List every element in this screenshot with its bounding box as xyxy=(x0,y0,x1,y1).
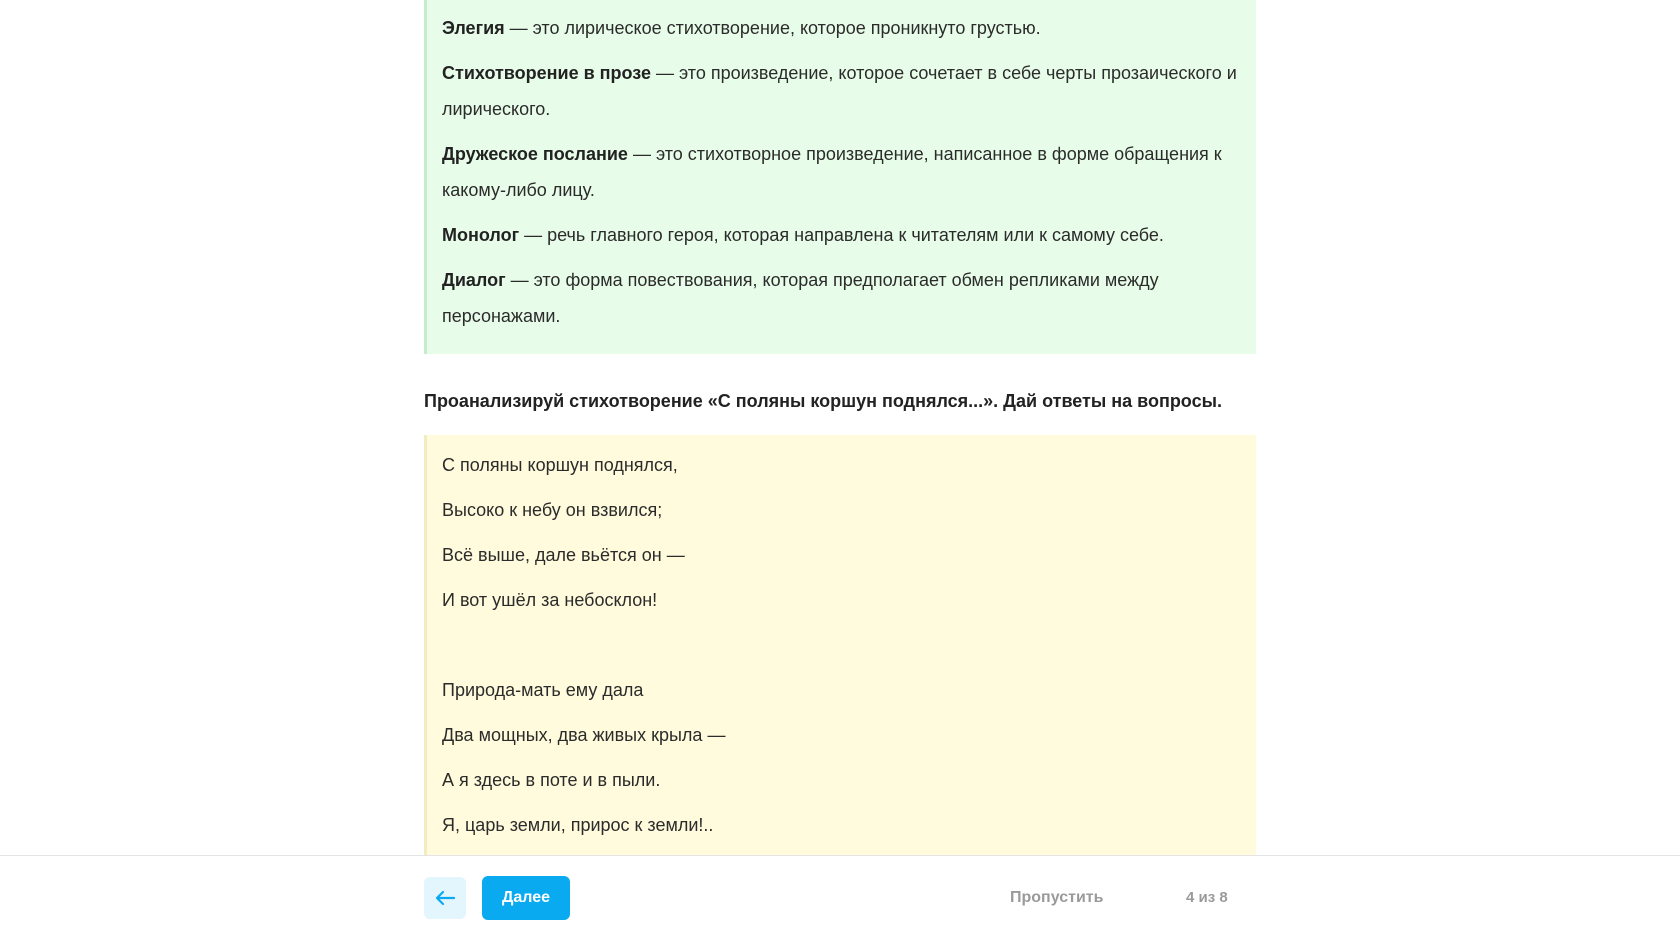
term-name: Монолог xyxy=(442,225,520,245)
term-item xyxy=(442,217,1238,253)
terms-box xyxy=(424,0,1256,354)
term-definition: — это лирическое стихотворение, которое проникнуто грустью. xyxy=(504,18,1041,38)
term-definition: — это произведение, которое сочетает в себе черты прозаического и лирического. xyxy=(442,63,1237,119)
arrow-left-icon xyxy=(434,890,456,906)
term-item xyxy=(442,55,1238,127)
poem-line: Всё выше, дале вьётся он — xyxy=(442,545,685,565)
poem-line: Высоко к небу он взвился; xyxy=(442,500,663,520)
term-definition: — речь главного героя, которая направлена к читателям или к самому себе. xyxy=(519,225,1164,245)
next-button[interactable]: Далее xyxy=(482,876,570,920)
term-name: Стихотворение в прозе xyxy=(442,63,651,83)
term-name: Элегия xyxy=(442,18,505,38)
poem-stanza-break xyxy=(442,630,1238,660)
lesson-content xyxy=(424,0,1256,855)
navigation-footer xyxy=(0,855,1680,940)
term-name: Дружеское послание xyxy=(442,144,628,164)
progress-indicator: 4 из 8 xyxy=(1186,889,1228,906)
skip-button[interactable]: Пропустить xyxy=(1010,889,1104,906)
term-item xyxy=(442,136,1238,208)
poem-line: И вот ушёл за небосклон! xyxy=(442,590,658,610)
poem-box xyxy=(424,435,1256,855)
term-item xyxy=(442,10,1238,46)
poem-line: Я, царь земли, прирос к земли!.. xyxy=(442,815,714,835)
back-button[interactable] xyxy=(424,877,466,919)
term-item xyxy=(442,262,1238,334)
task-instruction: Проанализируй стихотворение «С поляны коршун поднялся...». Дай ответы на вопросы. xyxy=(424,391,1222,411)
poem-line: Природа-мать ему дала xyxy=(442,680,644,700)
poem-line: А я здесь в поте и в пыли. xyxy=(442,770,661,790)
term-name: Диалог xyxy=(442,270,506,290)
poem-line: Два мощных, два живых крыла — xyxy=(442,725,726,745)
term-definition: — это стихотворное произведение, написанное в форме обращения к какому-либо лицу. xyxy=(442,144,1222,200)
poem-line: С поляны коршун поднялся, xyxy=(442,455,678,475)
term-definition: — это форма повествования, которая предполагает обмен репликами между персонажами. xyxy=(442,270,1159,326)
